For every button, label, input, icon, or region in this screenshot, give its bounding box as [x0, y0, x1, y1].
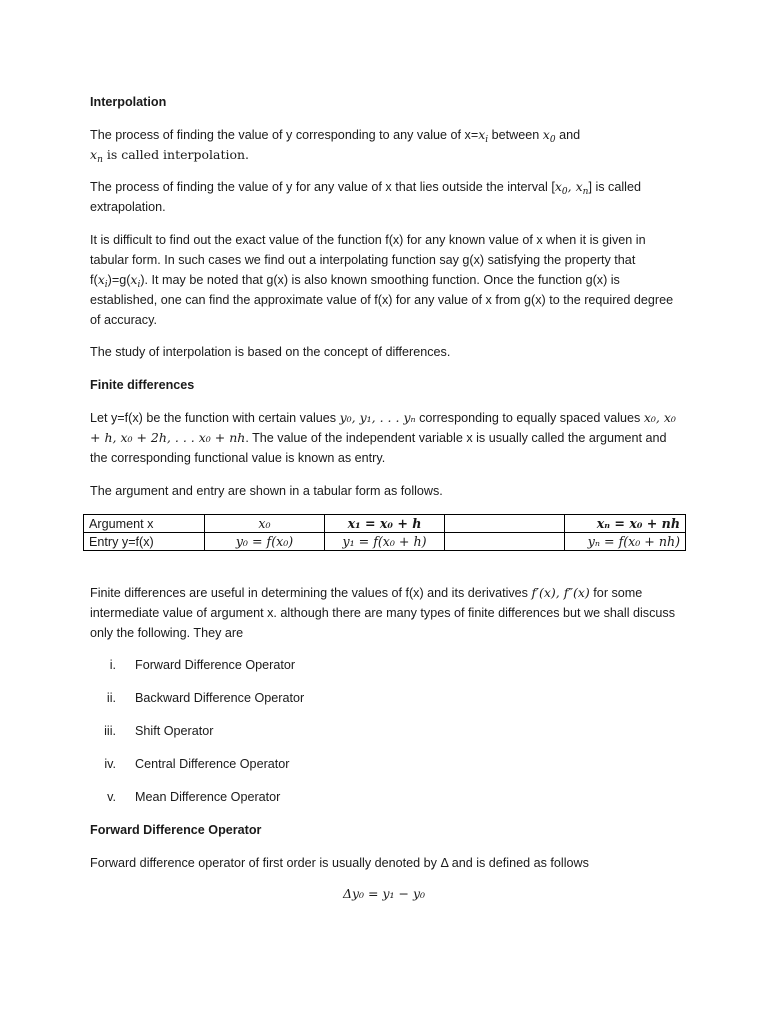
list-item-label: Mean Difference Operator	[135, 790, 281, 804]
table-cell: x₀	[205, 515, 325, 533]
heading-finite-differences: Finite differences	[90, 378, 195, 392]
paragraph-interpolating-function: It is difficult to find out the exact value of the function f(x) for any known value of x when it is given in tabular form. In such cases we find out a interpolating function say g(x) satisfying the property that $f(x_i)=g(x_i)$. It may be noted that g(x) is also known smoothing function. Once the function g(x) is established, one can find the approximate value of f(x) for any value of x from g(x) to the required degree of accuracy.	[90, 233, 674, 327]
heading-interpolation: Interpolation	[90, 95, 167, 109]
list-item-number: iii.	[104, 724, 116, 738]
paragraph-interpolation-definition: The process of finding the value of y corresponding to any value of $x=x_i$ between $x_0$ and $x_n$ is called interpolation.	[90, 127, 581, 165]
list-item-label: Forward Difference Operator	[135, 658, 296, 672]
table-cell: Entry y=f(x)	[84, 533, 205, 551]
paragraph-forward-difference-definition: Forward difference operator of first order is usually denoted by Δ and is defined as follows	[90, 856, 589, 870]
table-cell	[445, 533, 565, 551]
table-cell	[445, 515, 565, 533]
table-cell: y₀ = f(x₀)	[205, 533, 325, 551]
table-cell: Argument x	[84, 515, 205, 533]
paragraph-finite-differences-use: Finite differences are useful in determining the values of f(x) and its derivatives f′(x), f″(x) for some intermediate value of argument x. although there are many types of finite differences but we shall discuss only the following. They are	[90, 585, 676, 640]
list-item-label: Backward Difference Operator	[135, 691, 305, 705]
table-cell: y₁ = f(x₀ + h)	[325, 533, 445, 551]
table-cell: x₁ = x₀ + h	[325, 515, 445, 533]
forward-difference-equation: Δy₀ = y₁ − y₀	[342, 886, 426, 901]
table-cell: yₙ = f(x₀ + nh)	[565, 533, 686, 551]
list-item-number: v.	[107, 790, 116, 804]
paragraph-tabular-form: The argument and entry are shown in a tabular form as follows.	[90, 484, 443, 498]
list-item-label: Shift Operator	[135, 724, 214, 738]
table-row	[84, 515, 686, 533]
table-row	[84, 533, 686, 551]
heading-forward-difference-operator: Forward Difference Operator	[90, 823, 262, 837]
argument-entry-table	[83, 514, 686, 551]
list-item-number: iv.	[104, 757, 116, 771]
paragraph-study-of-interpolation: The study of interpolation is based on the concept of differences.	[90, 345, 451, 359]
paragraph-extrapolation-definition: The process of finding the value of y for any value of x that lies outside the interval [$x_0$, $x_n$] is called extrapolation.	[90, 179, 641, 214]
list-item-number: ii.	[106, 691, 116, 705]
list-item-number: i.	[109, 658, 116, 672]
list-item-label: Central Difference Operator	[135, 757, 290, 771]
paragraph-equally-spaced-values: Let y=f(x) be the function with certain values y₀, y₁, . . . yₙ corresponding to equally spaced values x₀, x₀ + h, x₀ + 2h, . . . x₀ + nh. The value of the independent variable x is usually called the argument and the corresponding functional value is known as entry.	[90, 410, 676, 465]
table-cell: xₙ = x₀ + nh	[565, 515, 686, 533]
